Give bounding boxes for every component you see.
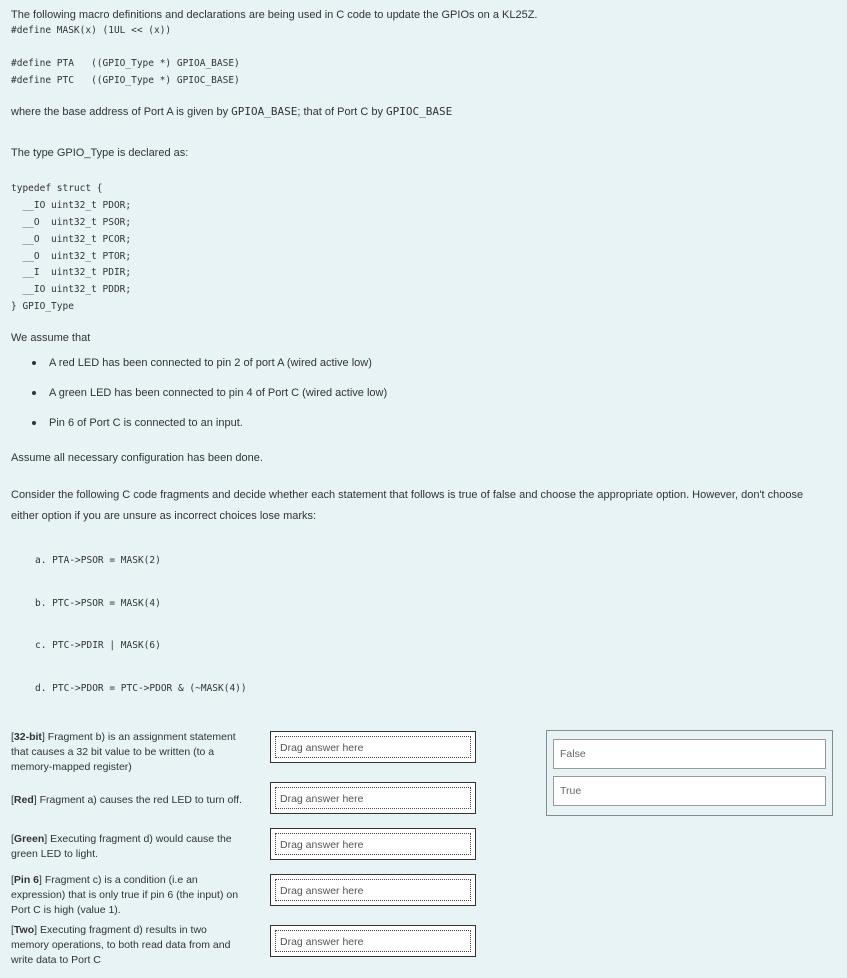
assumption-item: Pin 6 of Port C is connected to an input. xyxy=(49,417,243,429)
fragment-d: d. PTC->PDOR = PTC->PDOR & (~MASK(4)) xyxy=(35,683,247,694)
intro-text: The following macro definitions and declarations are being used in C code to update the GPIOs on a KL25Z. xyxy=(11,9,538,21)
question-green: [Green] Executing fragment d) would cause the green LED to light. xyxy=(11,833,232,860)
mask-macro: #define MASK(x) (1UL << (x)) xyxy=(11,25,172,36)
type-intro-text: The type GPIO_Type is declared as: xyxy=(11,147,189,159)
assume-intro-text: We assume that xyxy=(11,332,91,344)
struct-line-6: __IO uint32_t PDDR; xyxy=(11,284,132,295)
ptc-macro: #define PTC ((GPIO_Type *) GPIOC_BASE) xyxy=(11,75,240,86)
base-address-text xyxy=(11,105,452,119)
struct-line-0: typedef struct { xyxy=(11,183,103,194)
bullet-dot xyxy=(32,361,36,365)
assumption-item: A green LED has been connected to pin 4 of Port C (wired active low) xyxy=(49,387,388,399)
bullet-dot xyxy=(32,391,36,395)
struct-line-3: __O uint32_t PCOR; xyxy=(11,234,132,245)
question-pin6: [Pin 6] Fragment c) is a condition (i.e an expression) that is only true if pin 6 (the input) on Port C is high (value 1). xyxy=(11,874,239,916)
gpioa-base-code: GPIOA_BASE xyxy=(231,105,298,118)
question-red: [Red] Fragment a) causes the red LED to turn off. xyxy=(11,794,242,806)
gpioc-base-code: GPIOC_BASE xyxy=(386,105,453,118)
drop-placeholder: Drag answer here xyxy=(275,736,471,758)
answer-choices-panel xyxy=(546,730,833,816)
instructions-line-1: Consider the following C code fragments and decide whether each statement that follows is true of false and choose the appropriate option. However, don't choose xyxy=(11,489,804,501)
struct-line-1: __IO uint32_t PDOR; xyxy=(11,200,132,211)
drop-zone-two[interactable] xyxy=(270,925,476,957)
base-text-1: where the base address of Port A is given by xyxy=(11,106,232,118)
pta-macro: #define PTA ((GPIO_Type *) GPIOA_BASE) xyxy=(11,58,240,69)
struct-line-7: } GPIO_Type xyxy=(11,301,74,312)
question-text: Fragment c) is a condition (i.e an expression) that is only true if pin 6 (the input) on Port C is high (value 1). xyxy=(11,874,239,916)
config-note-text: Assume all necessary configuration has been done. xyxy=(11,452,263,464)
question-tag: 32-bit xyxy=(13,731,42,743)
question-text: Executing fragment d) results in two memory operations, to both read data from and write data to Port C xyxy=(11,924,231,966)
struct-line-5: __I uint32_t PDIR; xyxy=(11,267,132,278)
fragment-b: b. PTC->PSOR = MASK(4) xyxy=(35,598,161,609)
drop-zone-red[interactable] xyxy=(270,782,476,814)
question-text: Fragment b) is an assignment statement that causes a 32 bit value to be written (to a memory-mapped register) xyxy=(11,731,236,773)
drop-placeholder: Drag answer here xyxy=(275,787,471,809)
question-two: [Two] Executing fragment d) results in two memory operations, to both read data from and write data to Port C xyxy=(11,924,231,966)
question-text: Fragment a) causes the red LED to turn off. xyxy=(36,794,242,806)
drop-placeholder: Drag answer here xyxy=(275,833,471,855)
drop-zone-pin6[interactable] xyxy=(270,874,476,906)
struct-line-2: __O uint32_t PSOR; xyxy=(11,217,132,228)
choice-false[interactable]: False xyxy=(553,739,826,769)
question-tag: Green xyxy=(13,833,45,845)
question-text: Executing fragment d) would cause the green LED to light. xyxy=(11,833,232,860)
instructions-line-2: either option if you are unsure as incorrect choices lose marks: xyxy=(11,510,317,522)
question-tag: Pin 6 xyxy=(13,874,40,886)
drop-zone-32bit[interactable] xyxy=(270,731,476,763)
assumption-item: A red LED has been connected to pin 2 of port A (wired active low) xyxy=(49,357,372,369)
struct-line-4: __O uint32_t PTOR; xyxy=(11,251,132,262)
question-tag: Two xyxy=(13,924,35,936)
drop-placeholder: Drag answer here xyxy=(275,930,471,952)
question-tag: Red xyxy=(13,794,34,806)
question-32bit: [32-bit] Fragment b) is an assignment statement that causes a 32 bit value to be written (to a memory-mapped register) xyxy=(11,731,236,773)
base-text-2: ; that of Port C by xyxy=(297,106,387,118)
choice-true[interactable]: True xyxy=(553,776,826,806)
drop-zone-green[interactable] xyxy=(270,828,476,860)
fragment-c: c. PTC->PDIR | MASK(6) xyxy=(35,640,161,651)
fragment-a: a. PTA->PSOR = MASK(2) xyxy=(35,555,161,566)
bullet-dot xyxy=(32,421,36,425)
drop-placeholder: Drag answer here xyxy=(275,879,471,901)
